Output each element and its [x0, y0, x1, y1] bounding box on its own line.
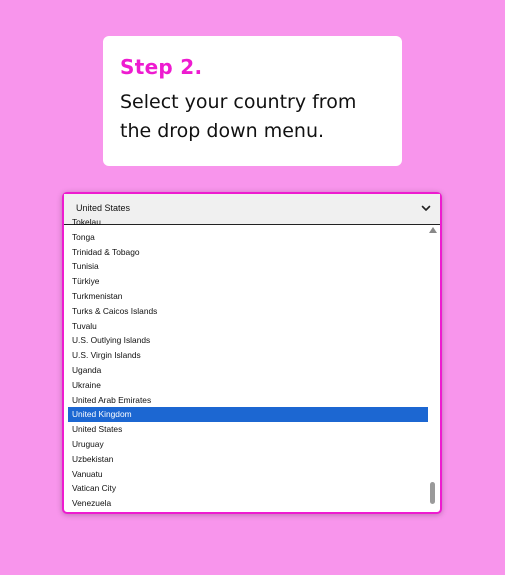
country-option[interactable]: Vanuatu — [72, 468, 103, 479]
country-option[interactable]: Tonga — [72, 231, 95, 242]
country-option[interactable]: Uganda — [72, 364, 102, 375]
step-title: Step 2. — [120, 55, 203, 79]
country-option[interactable]: Turkmenistan — [72, 290, 123, 301]
country-select[interactable] — [62, 192, 442, 514]
instruction-line-1: Select your country from — [120, 91, 357, 113]
country-option[interactable]: Tuvalu — [72, 320, 97, 331]
country-option[interactable]: U.S. Outlying Islands — [72, 335, 151, 346]
country-option[interactable]: Uruguay — [72, 438, 104, 449]
country-option[interactable]: Ukraine — [72, 379, 101, 390]
scroll-up-arrow-icon[interactable] — [429, 227, 437, 233]
country-option[interactable]: Trinidad & Tobago — [72, 246, 140, 257]
country-option[interactable]: Türkiye — [72, 276, 100, 287]
country-option[interactable]: Tunisia — [72, 261, 99, 272]
country-option[interactable]: Vatican City — [72, 483, 117, 494]
chevron-down-icon[interactable] — [420, 201, 432, 213]
country-option[interactable]: United Kingdom — [68, 407, 428, 422]
scroll-thumb[interactable] — [430, 482, 435, 504]
country-options-list[interactable] — [64, 217, 440, 512]
country-option[interactable]: Tokelau — [72, 217, 101, 227]
country-option[interactable]: Turks & Caicos Islands — [72, 305, 158, 316]
instruction-line-2: the drop down menu. — [120, 120, 325, 142]
country-option[interactable]: United States — [72, 424, 123, 435]
step-instruction — [120, 88, 385, 146]
country-option[interactable]: United Arab Emirates — [72, 394, 152, 405]
country-option[interactable]: Venezuela — [72, 498, 112, 509]
country-option[interactable]: U.S. Virgin Islands — [72, 350, 141, 361]
scrollbar[interactable] — [428, 225, 438, 510]
selected-country: United States — [76, 203, 131, 213]
country-option[interactable]: Uzbekistan — [72, 453, 114, 464]
options — [68, 215, 428, 511]
instruction-card — [103, 36, 402, 166]
